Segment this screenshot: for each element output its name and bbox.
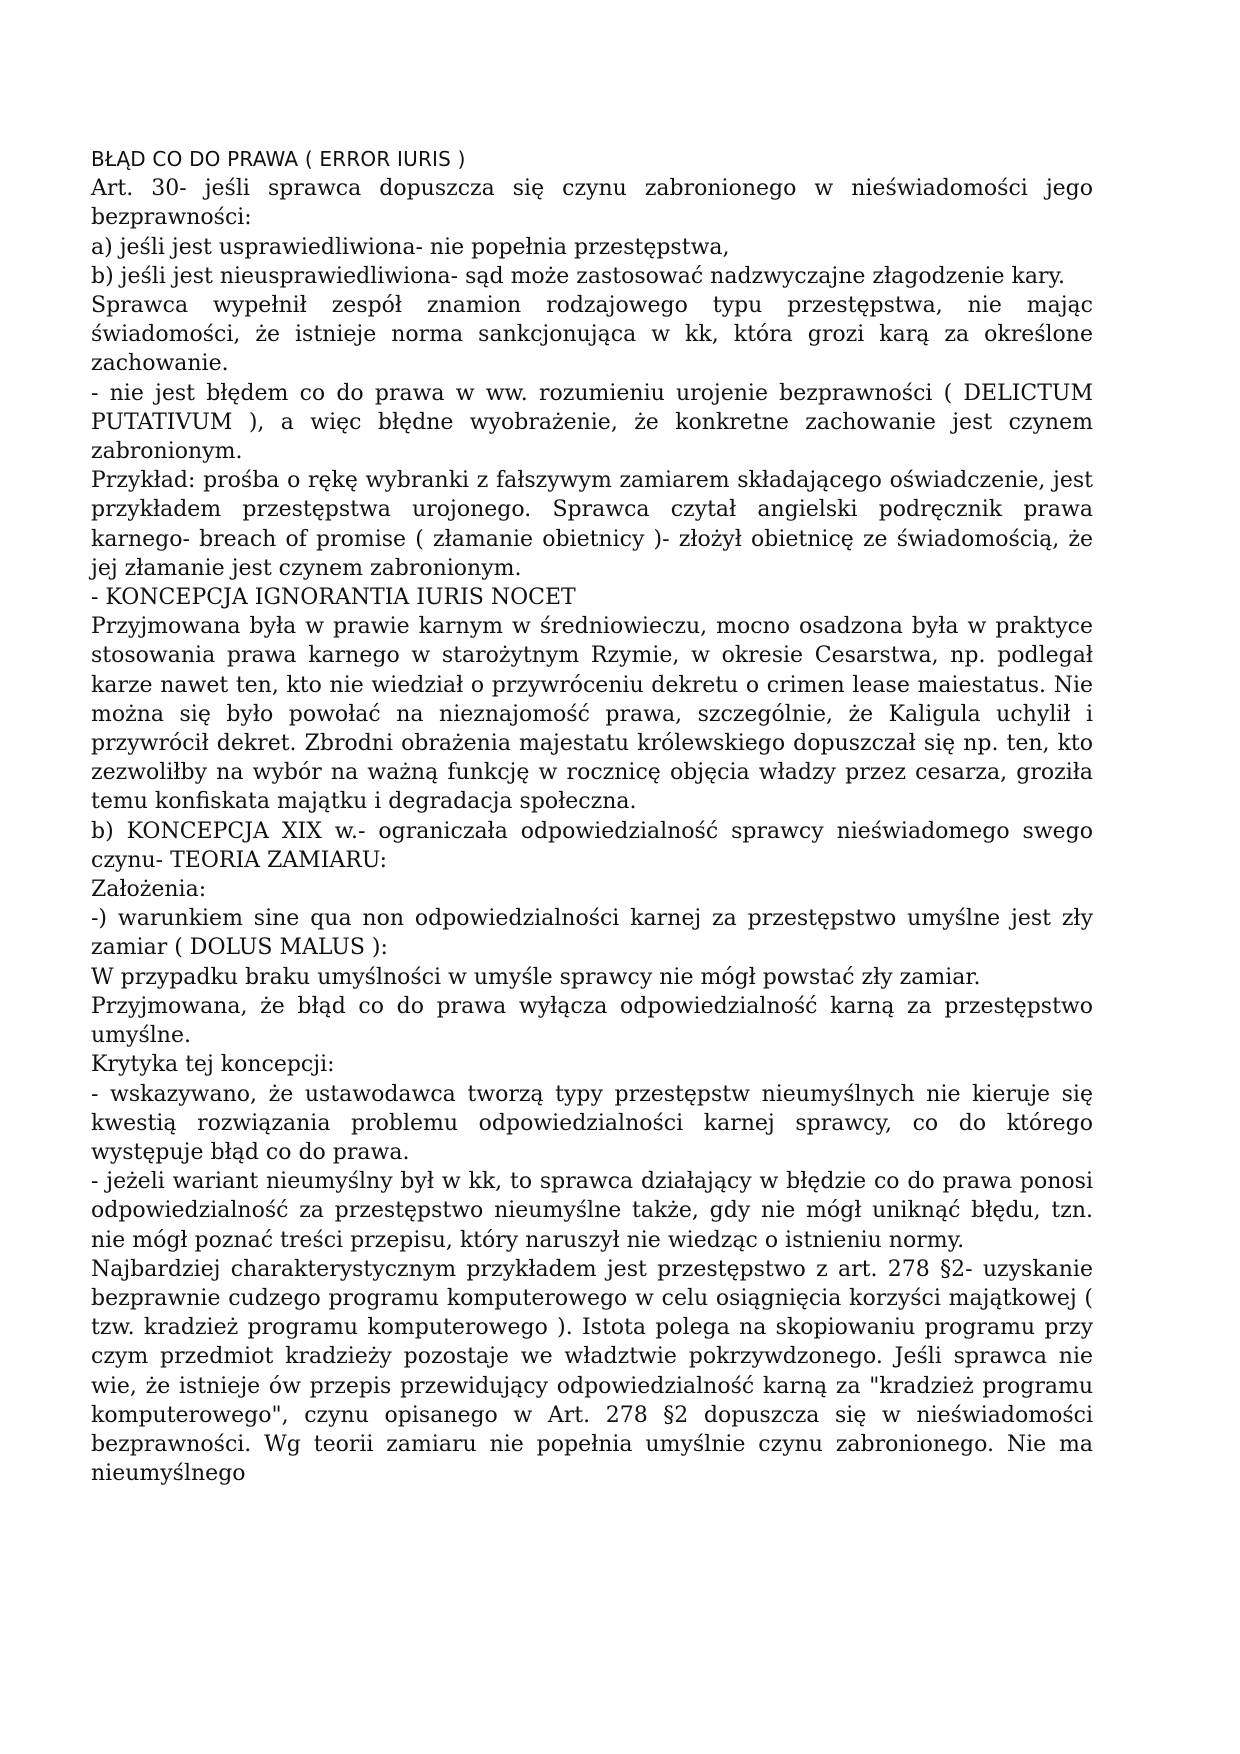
paragraph: Art. 30- jeśli sprawca dopuszcza się czynu zabronionego w nieświadomości jego bezprawności: [91,176,1093,231]
paragraph: Założenia: [91,877,207,903]
document-page [91,145,1093,1488]
paragraph: Najbardziej charakterystycznym przykładem jest przestępstwo z art. 278 §2- uzyskanie bezprawnie cudzego programu komputerowego w celu osiągnięcia korzyści majątkowej ( tzw. kradzież programu komputerowego ). Istota polega na skopiowaniu programu przy czym przedmiot kradzieży pozostaje we władztwie pokrzywdzonego. Jeśli sprawca nie wie, że istnieje ów przepis przewidujący odpowiedzialność karną za "kradzież programu komputerowego", czynu opisanego w Art. 278 §2 dopuszcza się w nieświadomości bezprawności. Wg teorii zamiaru nie popełnia umyślnie czynu zabronionego. Nie ma nieumyślnego [91,1256,1093,1487]
paragraph: Przyjmowana była w prawie karnym w średniowieczu, mocno osadzona była w praktyce stosowania prawa karnego w starożytnym Rzymie, w okresie Cesarstwa, np. podlegał karze nawet ten, kto nie wiedział o przywróceniu dekretu o crimen lease maiestatus. Nie można się było powołać na nieznajomość prawa, szczególnie, że Kaligula uchylił i przywrócił dekret. Zbrodni obrażenia majestatu królewskiego dopuszczał się np. ten, kto zezwoliłby na wybór na ważną funkcję w rocznicę objęcia władzy przez cesarza, groziła temu konfiskata majątku i degradacja społeczna. [91,614,1093,815]
paragraph: b) KONCEPCJA XIX w.- ograniczała odpowiedzialność sprawcy nieświadomego swego czynu- TEORIA ZAMIARU: [91,818,1093,873]
paragraph: - KONCEPCJA IGNORANTIA IURIS NOCET [91,585,576,611]
paragraph: - nie jest błędem co do prawa w ww. rozumieniu urojenie bezprawności ( DELICTUM PUTATIVUM ), a więc błędne wyobrażenie, że konkretne zachowanie jest czynem zabronionym. [91,380,1093,465]
document-title: BŁĄD CO DO PRAWA ( ERROR IURIS ) [91,147,466,171]
paragraph: -) warunkiem sine qua non odpowiedzialności karnej za przestępstwo umyślne jest zły zamiar ( DOLUS MALUS ): [91,906,1093,961]
paragraph: Krytyka tej koncepcji: [91,1052,335,1078]
paragraph: Przyjmowana, że błąd co do prawa wyłącza odpowiedzialność karną za przestępstwo umyślne. [91,993,1093,1049]
paragraph: a) jeśli jest usprawiedliwiona- nie popełnia przestępstwa, [91,234,730,260]
paragraph: W przypadku braku umyślności w umyśle sprawcy nie mógł powstać zły zamiar. [91,964,981,990]
document-body [91,174,1093,1488]
paragraph: - wskazywano, że ustawodawca tworzą typy przestępstw nieumyślnych nie kieruje się kwestią rozwiązania problemu odpowiedzialności karnej sprawcy, co do którego występuje błąd co do prawa. [91,1081,1093,1165]
paragraph: Sprawca wypełnił zespół znamion rodzajowego typu przestępstwa, nie mając świadomości, że istnieje norma sankcjonująca w kk, która grozi karą za określone zachowanie. [91,293,1093,377]
paragraph: - jeżeli wariant nieumyślny był w kk, to sprawca działający w błędzie co do prawa ponosi odpowiedzialność za przestępstwo nieumyślne także, gdy nie mógł uniknąć błędu, tzn. nie mógł poznać treści przepisu, który naruszył nie wiedząc o istnieniu normy. [91,1169,1093,1253]
paragraph: Przykład: prośba o rękę wybranki z fałszywym zamiarem składającego oświadczenie, jest przykładem przestępstwa urojonego. Sprawca czytał angielski podręcznik prawa karnego- breach of promise ( złamanie obietnicy )- złożył obietnicę ze świadomością, że jej złamanie jest czynem zabronionym. [91,468,1093,581]
paragraph: b) jeśli jest nieusprawiedliwiona- sąd może zastosować nadzwyczajne złagodzenie kary. [91,263,1065,289]
